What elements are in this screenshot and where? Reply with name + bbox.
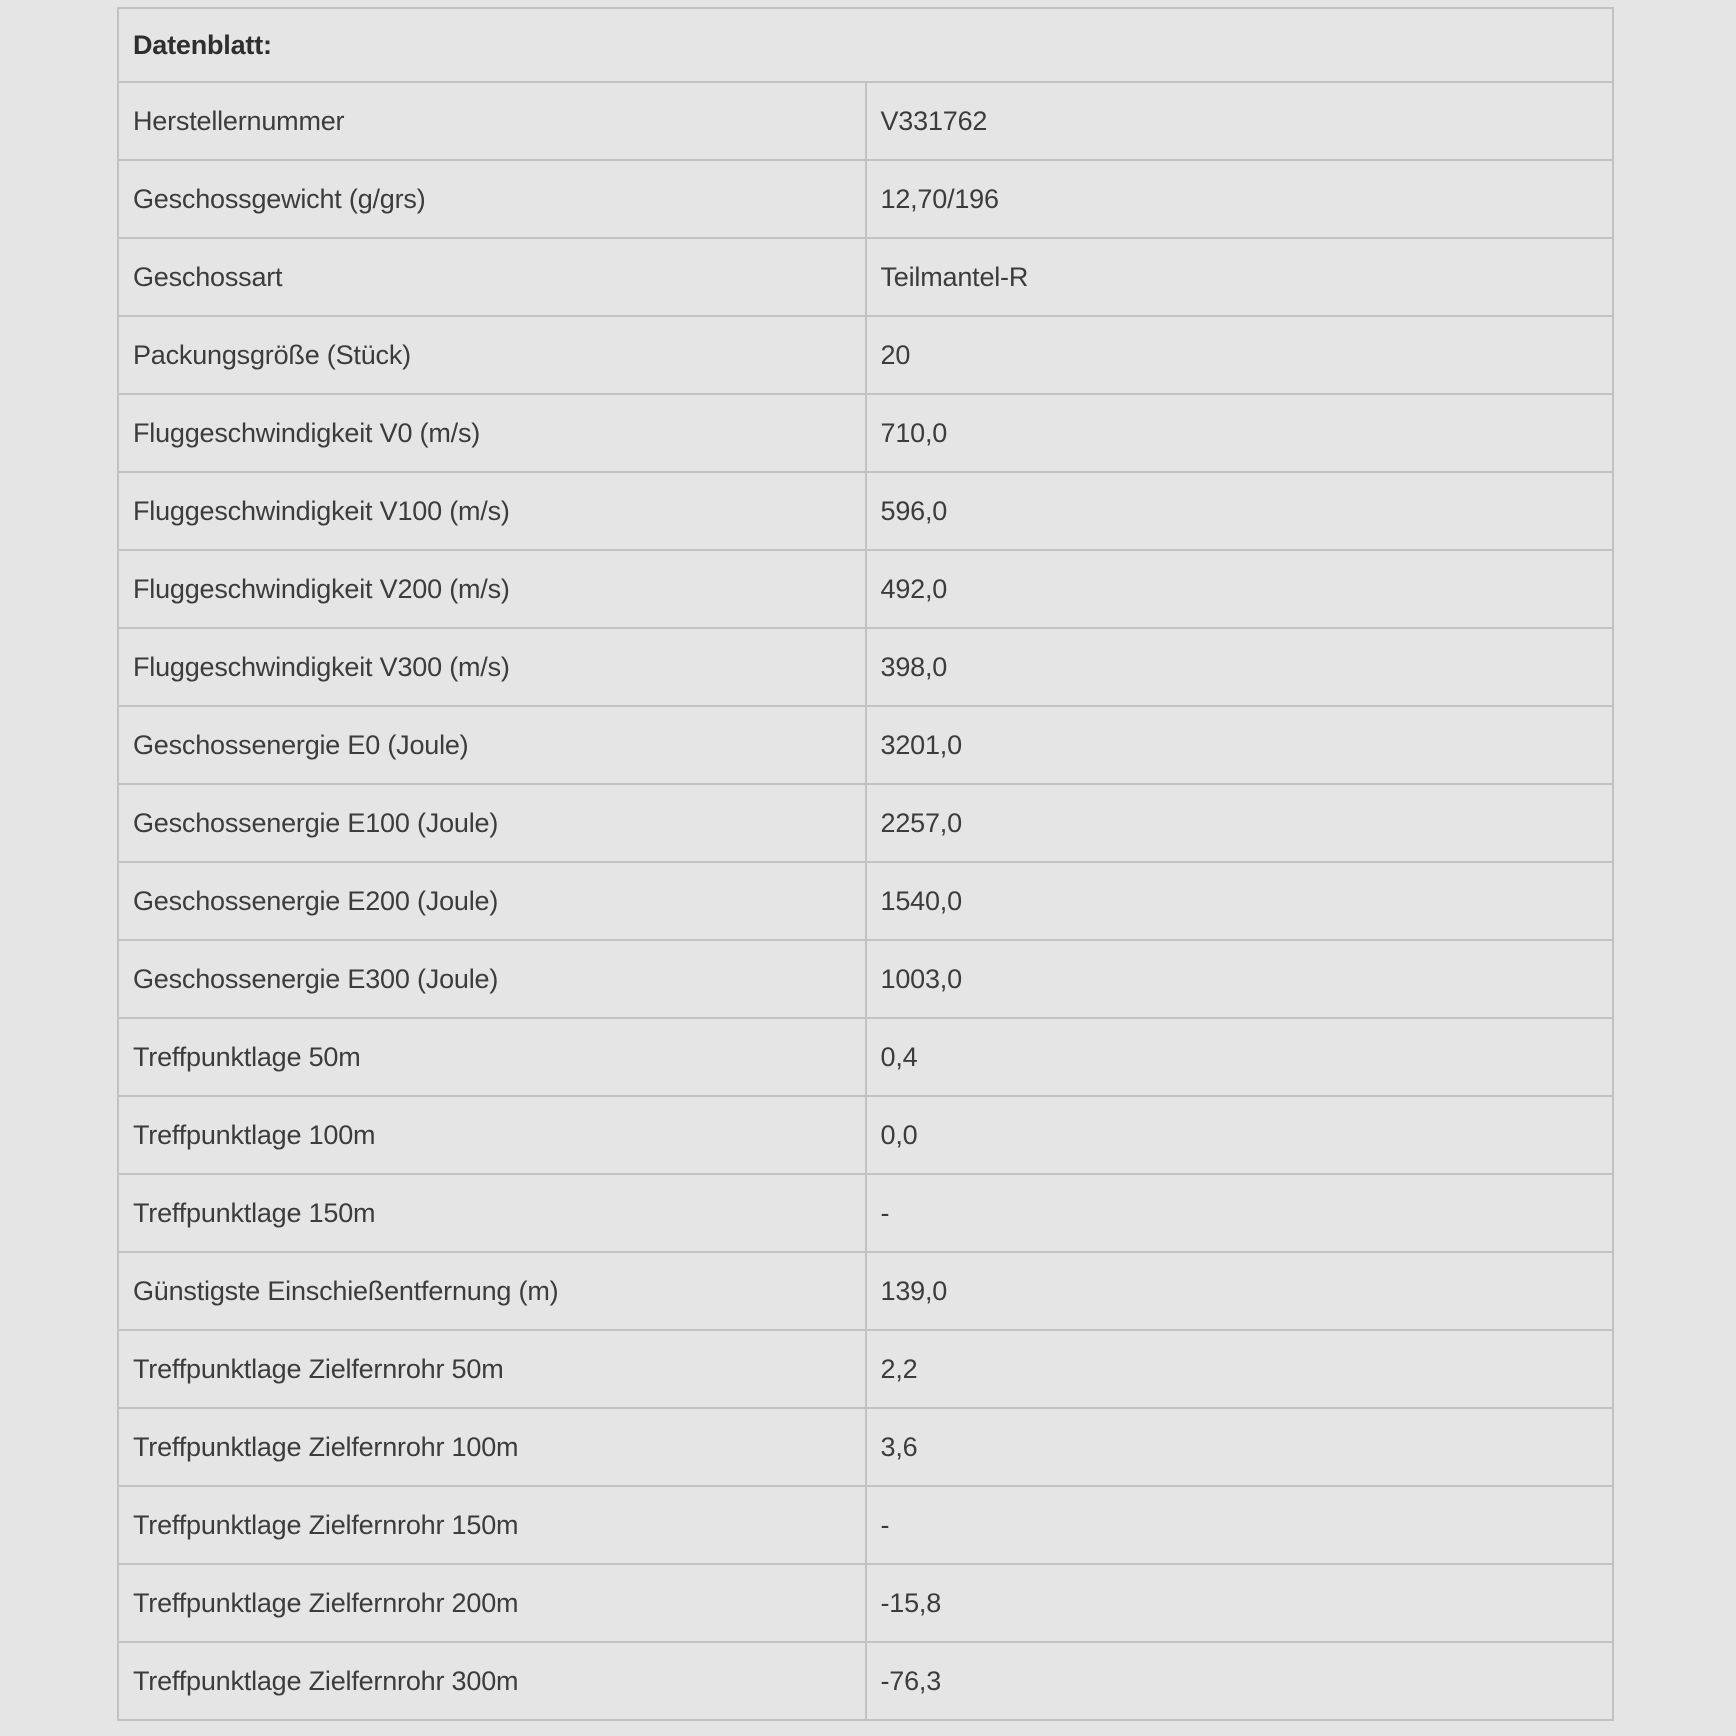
row-value: 2,2: [866, 1330, 1614, 1408]
row-value: 0,0: [866, 1096, 1614, 1174]
table-row: [118, 628, 1613, 706]
table-row: [118, 1174, 1613, 1252]
row-label: Geschossenergie E0 (Joule): [118, 706, 866, 784]
table-row: [118, 862, 1613, 940]
row-label: Fluggeschwindigkeit V0 (m/s): [118, 394, 866, 472]
row-value: 0,4: [866, 1018, 1614, 1096]
row-label: Treffpunktlage Zielfernrohr 200m: [118, 1564, 866, 1642]
row-value: -15,8: [866, 1564, 1614, 1642]
table-row: [118, 1486, 1613, 1564]
row-label: Treffpunktlage Zielfernrohr 150m: [118, 1486, 866, 1564]
row-value: -: [866, 1174, 1614, 1252]
row-value: -: [866, 1486, 1614, 1564]
row-value: 710,0: [866, 394, 1614, 472]
row-label: Treffpunktlage 150m: [118, 1174, 866, 1252]
datasheet-title: Datenblatt:: [118, 8, 1613, 82]
table-row: [118, 82, 1613, 160]
row-value: 12,70/196: [866, 160, 1614, 238]
table-row: [118, 472, 1613, 550]
table-row: [118, 940, 1613, 1018]
row-value: 3201,0: [866, 706, 1614, 784]
row-value: 596,0: [866, 472, 1614, 550]
row-value: 1003,0: [866, 940, 1614, 1018]
row-value: 492,0: [866, 550, 1614, 628]
row-label: Packungsgröße (Stück): [118, 316, 866, 394]
row-label: Treffpunktlage Zielfernrohr 300m: [118, 1642, 866, 1720]
row-label: Fluggeschwindigkeit V300 (m/s): [118, 628, 866, 706]
row-label: Fluggeschwindigkeit V200 (m/s): [118, 550, 866, 628]
row-label: Geschossgewicht (g/grs): [118, 160, 866, 238]
row-label: Treffpunktlage Zielfernrohr 100m: [118, 1408, 866, 1486]
row-value: V331762: [866, 82, 1614, 160]
row-label: Herstellernummer: [118, 82, 866, 160]
datasheet-table: [117, 7, 1614, 1721]
table-row: [118, 394, 1613, 472]
table-row: [118, 1642, 1613, 1720]
row-label: Fluggeschwindigkeit V100 (m/s): [118, 472, 866, 550]
row-label: Treffpunktlage Zielfernrohr 50m: [118, 1330, 866, 1408]
table-row: [118, 706, 1613, 784]
row-value: 398,0: [866, 628, 1614, 706]
row-label: Geschossart: [118, 238, 866, 316]
row-label: Geschossenergie E100 (Joule): [118, 784, 866, 862]
datasheet-header-row: [118, 8, 1613, 82]
table-row: [118, 1564, 1613, 1642]
table-row: [118, 160, 1613, 238]
table-row: [118, 1252, 1613, 1330]
row-label: Günstigste Einschießentfernung (m): [118, 1252, 866, 1330]
table-row: [118, 784, 1613, 862]
table-row: [118, 316, 1613, 394]
row-value: Teilmantel-R: [866, 238, 1614, 316]
table-row: [118, 1096, 1613, 1174]
table-row: [118, 1330, 1613, 1408]
row-value: 139,0: [866, 1252, 1614, 1330]
row-label: Geschossenergie E200 (Joule): [118, 862, 866, 940]
row-value: -76,3: [866, 1642, 1614, 1720]
row-value: 1540,0: [866, 862, 1614, 940]
table-row: [118, 1018, 1613, 1096]
table-row: [118, 1408, 1613, 1486]
table-row: [118, 238, 1613, 316]
table-row: [118, 550, 1613, 628]
row-value: 3,6: [866, 1408, 1614, 1486]
row-label: Treffpunktlage 50m: [118, 1018, 866, 1096]
row-value: 20: [866, 316, 1614, 394]
row-label: Treffpunktlage 100m: [118, 1096, 866, 1174]
row-label: Geschossenergie E300 (Joule): [118, 940, 866, 1018]
row-value: 2257,0: [866, 784, 1614, 862]
